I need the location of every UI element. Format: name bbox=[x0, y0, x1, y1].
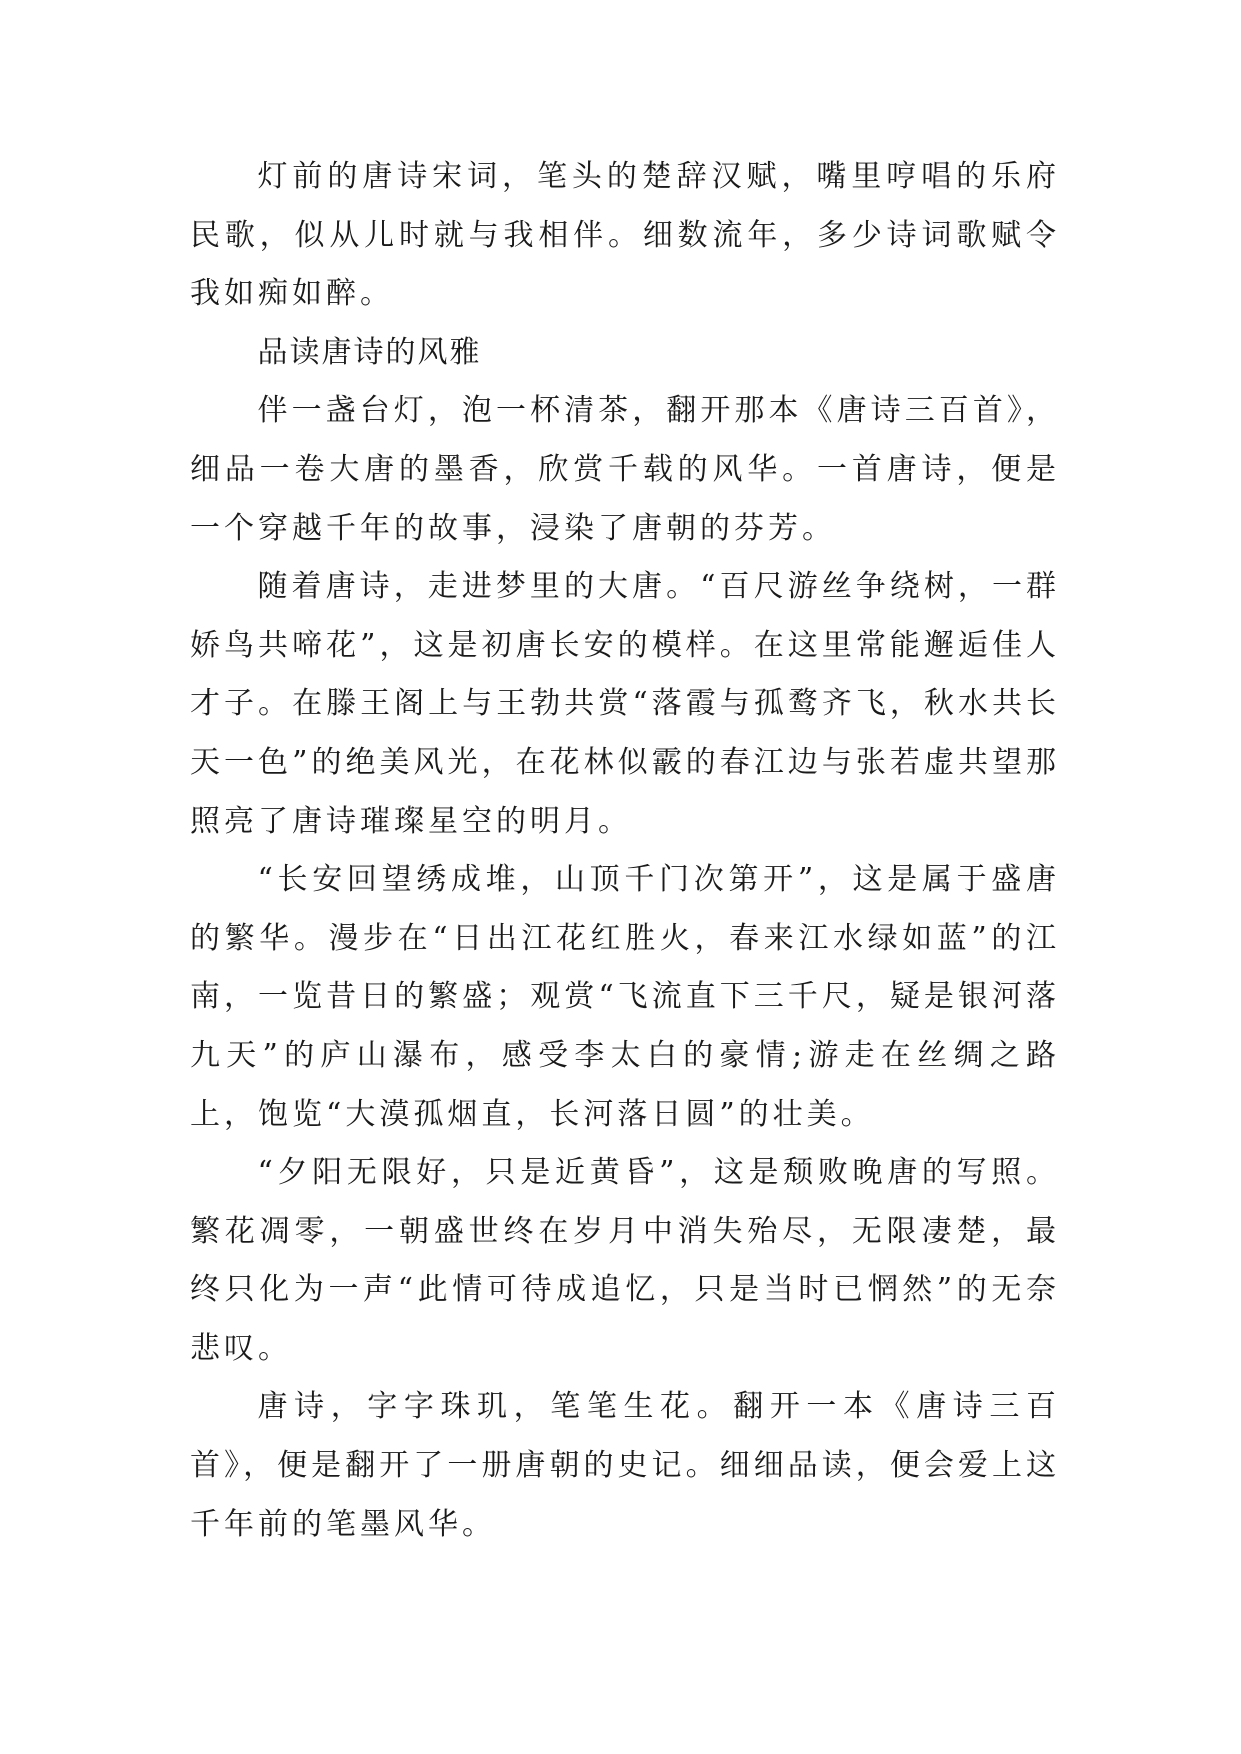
document-body bbox=[190, 148, 1060, 1554]
paragraph-conclusion: 唐诗，字字珠玑，笔笔生花。翻开一本《唐诗三百首》，便是翻开了一册唐朝的史记。细细品读，便会爱上这千年前的笔墨风华。 bbox=[190, 1389, 1060, 1542]
paragraph-reading: 伴一盏台灯，泡一杯清茶，翻开那本《唐诗三百首》，细品一卷大唐的墨香，欣赏千载的风华。一首唐诗，便是一个穿越千年的故事，浸染了唐朝的芬芳。 bbox=[190, 393, 1060, 546]
paragraph-high-tang: “长安回望绣成堆，山顶千门次第开”，这是属于盛唐的繁华。漫步在“日出江花红胜火，春来江水绿如蓝”的江南，一览昔日的繁盛；观赏“飞流直下三千尺，疑是银河落九天”的庐山瀑布，感受李太白的豪情;游走在丝绸之路上，饱览“大漠孤烟直，长河落日圆”的壮美。 bbox=[190, 862, 1060, 1132]
paragraph-late-tang: “夕阳无限好，只是近黄昏”，这是颓败晚唐的写照。繁花凋零，一朝盛世终在岁月中消失殆尽，无限凄楚，最终只化为一声“此情可待成追忆，只是当时已惘然”的无奈悲叹。 bbox=[190, 1155, 1060, 1366]
section-heading: 品读唐诗的风雅 bbox=[257, 334, 482, 370]
paragraph-intro: 灯前的唐诗宋词，笔头的楚辞汉赋，嘴里哼唱的乐府民歌，似从儿时就与我相伴。细数流年，多少诗词歌赋令我如痴如醉。 bbox=[190, 159, 1060, 312]
paragraph-early-tang: 随着唐诗，走进梦里的大唐。“百尺游丝争绕树，一群娇鸟共啼花”，这是初唐长安的模样。在这里常能邂逅佳人才子。在滕王阁上与王勃共赏“落霞与孤鹜齐飞，秋水共长天一色”的绝美风光，在花林似霰的春江边与张若虚共望那照亮了唐诗璀璨星空的明月。 bbox=[190, 569, 1060, 839]
